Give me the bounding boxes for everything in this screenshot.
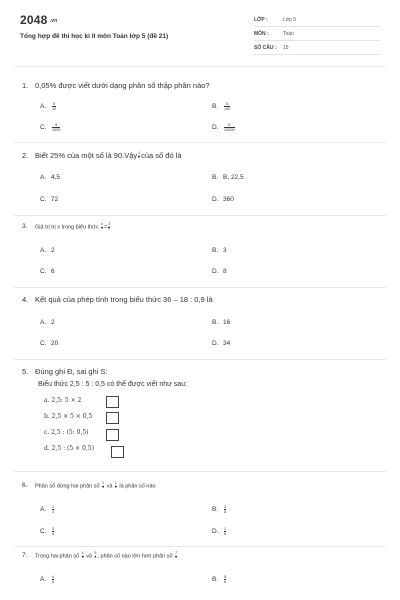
fraction: $\frac{5}{10000}$ xyxy=(224,123,235,132)
q5-answer-box-d[interactable] xyxy=(111,446,124,458)
option-label: C. xyxy=(40,340,47,347)
q1-option-a[interactable] xyxy=(40,102,57,111)
question-number: 7. xyxy=(22,552,28,560)
question-5 xyxy=(22,367,108,376)
option-label: C. xyxy=(40,527,47,535)
fraction: $\frac{7}{9}$ xyxy=(175,551,178,560)
q5-item-b: b. 2,5 × 5 × 0,5 xyxy=(44,413,93,420)
question-1 xyxy=(22,81,210,90)
question-divider xyxy=(14,142,386,143)
q2-option-c[interactable] xyxy=(40,196,58,203)
question-divider xyxy=(14,359,386,360)
site-logo[interactable] xyxy=(20,13,57,27)
question-text: và xyxy=(106,483,113,490)
q2-option-b[interactable] xyxy=(212,174,244,181)
q7-option-a[interactable] xyxy=(40,575,55,584)
option-text: 6 xyxy=(51,268,55,275)
q5-item-a: a. 2,5: 5 × 2 xyxy=(44,397,82,404)
question-divider xyxy=(14,546,386,547)
question-3 xyxy=(22,223,111,231)
header-divider xyxy=(14,66,386,67)
q2-option-d[interactable] xyxy=(212,196,234,203)
fraction: $\frac{1}{2}$ xyxy=(138,151,141,160)
meta-count xyxy=(254,42,380,55)
q1-option-d[interactable] xyxy=(212,123,236,132)
equals-sign: = xyxy=(104,224,108,231)
meta-key: SỐ CÂU : xyxy=(254,45,277,51)
question-divider xyxy=(14,287,386,288)
q5-item-c: c. 2,5 : (5: 0,5) xyxy=(44,429,89,436)
option-label: B. xyxy=(212,174,219,181)
meta-subject xyxy=(254,28,380,41)
question-text: Giá trị trị x trong biểu thức xyxy=(35,224,99,231)
option-text: 2 xyxy=(51,247,55,254)
question-text: Kết quả của phép tính trong biểu thức 36 – 18 : 0,9 là xyxy=(35,295,213,304)
question-divider xyxy=(14,215,386,216)
q3-option-a[interactable] xyxy=(40,247,55,254)
document-title: Tổng hợp đề thi học kì II môn Toán lớp 5 (đề 21) xyxy=(20,33,169,40)
option-label: B. xyxy=(212,319,219,326)
question-number: 1. xyxy=(22,81,29,90)
option-label: A. xyxy=(40,247,47,254)
option-text: 72 xyxy=(51,196,59,203)
question-number: 5. xyxy=(22,367,29,376)
option-label: D. xyxy=(212,340,219,347)
question-text-tail: của số đó là xyxy=(141,151,182,160)
question-number: 6. xyxy=(22,482,28,490)
fraction: $\frac{3}{4}$ xyxy=(52,527,55,536)
question-divider xyxy=(14,471,386,472)
fraction: $\frac{4}{5}$ xyxy=(52,575,55,584)
meta-key: MÔN : xyxy=(254,31,269,37)
q7-option-b[interactable] xyxy=(212,575,227,584)
fraction: $\frac{3}{2}$ xyxy=(108,222,111,231)
page-header xyxy=(0,0,400,60)
fraction: $\frac{5}{6}$ xyxy=(94,551,97,560)
q3-option-b[interactable] xyxy=(212,247,227,254)
option-text: 20 xyxy=(51,340,59,347)
option-label: C. xyxy=(40,268,47,275)
fraction: $\frac{1}{3}$ xyxy=(52,505,55,514)
option-label: B. xyxy=(212,505,219,513)
option-label: A. xyxy=(40,102,47,110)
option-text: 34 xyxy=(223,340,231,347)
q5-item-d: d. 2,5 : (5 × 0,5) xyxy=(44,445,94,452)
option-label: B. xyxy=(212,247,219,254)
q1-option-b[interactable] xyxy=(212,102,231,111)
meta-value: Toán xyxy=(283,31,294,37)
fraction: $\frac{1}{4}$ xyxy=(102,481,105,490)
option-text: 3 xyxy=(223,247,227,254)
option-label: A. xyxy=(40,174,47,181)
q4-option-c[interactable] xyxy=(40,340,58,347)
option-label: C. xyxy=(40,196,47,203)
q5-answer-box-c[interactable] xyxy=(106,429,119,441)
fraction: $\frac{5}{1000}$ xyxy=(52,123,61,132)
option-text: 2 xyxy=(51,319,55,326)
q6-option-b[interactable] xyxy=(212,505,227,514)
q3-option-d[interactable] xyxy=(212,268,227,275)
meta-class xyxy=(254,14,380,27)
logo-suffix: .vn xyxy=(49,17,58,24)
option-text: 360 xyxy=(223,196,234,203)
q5-answer-box-a[interactable] xyxy=(106,396,119,408)
meta-key: LỚP : xyxy=(254,17,268,23)
question-text: Đúng ghi Đ, sai ghi S: xyxy=(35,367,108,376)
q5-answer-box-b[interactable] xyxy=(106,412,119,424)
question-text: Phân số đứng hai phân số xyxy=(35,483,100,490)
q6-option-c[interactable] xyxy=(40,527,55,536)
option-label: A. xyxy=(40,575,47,583)
q6-option-d[interactable] xyxy=(212,527,227,536)
question-6 xyxy=(22,482,155,490)
option-label: A. xyxy=(40,505,47,513)
question-text: , phân số nào lớn hơn phân số xyxy=(97,553,173,560)
question-text: Biết 25% của một số là 90.Vậy xyxy=(35,151,138,160)
q4-option-a[interactable] xyxy=(40,319,55,326)
question-4 xyxy=(22,295,213,304)
fraction: $\frac{4}{5}$ xyxy=(81,551,84,560)
question-number: 3. xyxy=(22,223,28,231)
option-text: 4,5 xyxy=(51,174,61,181)
question-number: 2. xyxy=(22,151,29,160)
question-2 xyxy=(22,151,182,160)
question-text: là phân số nào xyxy=(119,483,156,490)
option-text: 8 xyxy=(223,268,227,275)
logo-text: 2048 xyxy=(20,13,48,27)
question-number: 4. xyxy=(22,295,29,304)
q2-option-a[interactable] xyxy=(40,174,60,181)
q4-option-b[interactable] xyxy=(212,319,230,326)
fraction: $\frac{1}{6}$ xyxy=(224,527,227,536)
q1-option-c[interactable] xyxy=(40,123,61,132)
option-label: B. xyxy=(212,102,219,110)
question-text: và xyxy=(86,553,92,560)
fraction: $\frac{5}{6}$ xyxy=(224,575,227,584)
option-label: A. xyxy=(40,319,47,326)
fraction: $\frac{5}{100}$ xyxy=(224,102,231,111)
question-text: Trong hai phân số xyxy=(35,553,80,560)
option-text: B, 22,5 xyxy=(223,174,244,181)
fraction: $\frac{3}{8}$ xyxy=(224,505,227,514)
q4-option-d[interactable] xyxy=(212,340,230,347)
option-label: B. xyxy=(212,575,219,583)
question-7 xyxy=(22,552,178,560)
fraction: $\frac{1}{2}$ xyxy=(114,481,117,490)
meta-value: Lớp 5 xyxy=(283,17,297,23)
q6-option-a[interactable] xyxy=(40,505,55,514)
option-label: D. xyxy=(212,527,219,535)
option-text: 16 xyxy=(223,319,231,326)
fraction: $\frac{x}{4}$ xyxy=(101,222,104,231)
meta-value: 15 xyxy=(283,45,289,51)
option-label: C. xyxy=(40,123,47,131)
option-label: D. xyxy=(212,196,219,203)
option-label: D. xyxy=(212,268,219,275)
fraction: $\frac{5}{10}$ xyxy=(52,102,57,111)
option-label: D. xyxy=(212,123,219,131)
question-text: 0,05% được viết dưới dạng phân số thập phân nào? xyxy=(35,81,210,90)
question-5-subtext: Biểu thức 2,5 : 5 : 0,5 có thể được viết như sau: xyxy=(38,381,188,388)
q3-option-c[interactable] xyxy=(40,268,55,275)
